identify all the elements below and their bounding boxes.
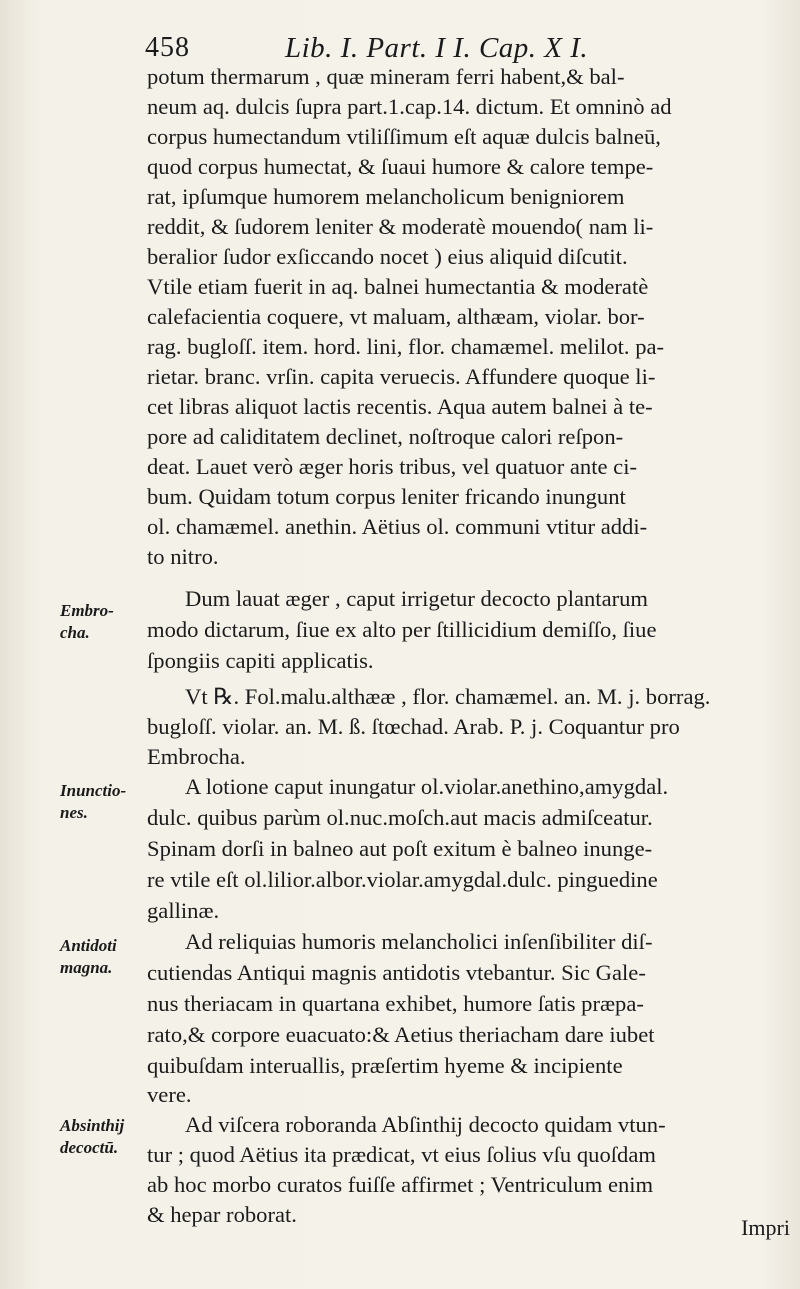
text-line: rag. bugloſſ. item. hord. lini, flor. chamæmel. melilot. pa- bbox=[147, 334, 665, 359]
margin-note-line: cha. bbox=[60, 623, 90, 642]
text-line: nus theriacam in quartana exhibet, humore ſatis præpa- bbox=[147, 991, 644, 1016]
margin-note-line: Antidoti bbox=[60, 936, 117, 955]
margin-note-antidoti bbox=[60, 935, 145, 979]
text-line: Vt ℞. Fol.malu.althææ , flor. chamæmel. an. M. j. borrag. bbox=[185, 684, 711, 709]
margin-note-line: decoctū. bbox=[60, 1138, 119, 1157]
margin-note-line: magna. bbox=[60, 958, 113, 977]
text-line: to nitro. bbox=[147, 544, 219, 569]
text-line: Vtile etiam fuerit in aq. balnei humectantia & moderatè bbox=[147, 274, 649, 299]
text-line: Ad reliquias humoris melancholici inſenſibiliter diſ- bbox=[185, 929, 653, 954]
text-line: reddit, & ſudorem leniter & moderatè mouendo( nam li- bbox=[147, 214, 654, 239]
text-line: Embrocha. bbox=[147, 744, 246, 769]
text-line: potum thermarum , quæ mineram ferri habent,& bal- bbox=[147, 64, 625, 89]
text-line: bum. Quidam totum corpus leniter fricando inungunt bbox=[147, 484, 626, 509]
running-title: Lib. I. Part. I I. Cap. X I. bbox=[285, 32, 589, 64]
text-line: cutiendas Antiqui magnis antidotis vtebantur. Sic Gale- bbox=[147, 960, 646, 985]
margin-note-line: Embro- bbox=[60, 601, 114, 620]
text-line: bugloſſ. violar. an. M. ß. ſtœchad. Arab. P. j. Coquantur pro bbox=[147, 714, 680, 739]
text-line: cet libras aliquot lactis recentis. Aqua autem balnei à te- bbox=[147, 394, 653, 419]
text-line: Ad viſcera roboranda Abſinthij decocto quidam vtun- bbox=[185, 1112, 666, 1137]
text-line: rietar. branc. vrſin. capita veruecis. Affundere quoque li- bbox=[147, 364, 656, 389]
margin-note-line: nes. bbox=[60, 803, 88, 822]
text-line: modo dictarum, ſiue ex alto per ſtillicidium demiſſo, ſiue bbox=[147, 617, 657, 642]
text-line: quibuſdam interuallis, præſertim hyeme & incipiente bbox=[147, 1053, 623, 1078]
margin-note-absinthij bbox=[60, 1115, 145, 1159]
text-line: Dum lauat æger , caput irrigetur decocto plantarum bbox=[185, 586, 649, 611]
text-line: A lotione caput inungatur ol.violar.anethino,amygdal. bbox=[185, 774, 669, 799]
text-line: Spinam dorſi in balneo aut poſt exitum è balneo inunge- bbox=[147, 836, 653, 861]
text-line: rat, ipſumque humorem melancholicum benigniorem bbox=[147, 184, 625, 209]
catchword: Impri bbox=[741, 1215, 790, 1240]
margin-note-embrocha bbox=[60, 600, 145, 644]
margin-note-line: Inunctio- bbox=[60, 781, 127, 800]
text-line: quod corpus humectat, & ſuaui humore & calore tempe- bbox=[147, 154, 654, 179]
text-line: pore ad caliditatem declinet, noſtroque calori reſpon- bbox=[147, 424, 624, 449]
margin-note-inunctiones bbox=[60, 780, 145, 824]
text-line: neum aq. dulcis ſupra part.1.cap.14. dictum. Et omninò ad bbox=[147, 94, 672, 119]
text-line: calefacientia coquere, vt maluam, althæam, violar. bor- bbox=[147, 304, 645, 329]
page-number: 458 bbox=[145, 32, 190, 63]
text-line: gallinæ. bbox=[147, 898, 220, 923]
text-line: ſpongiis capiti applicatis. bbox=[147, 648, 374, 673]
text-line: corpus humectandum vtiliſſimum eſt aquæ dulcis balneū, bbox=[147, 124, 661, 149]
text-line: & hepar roborat. bbox=[147, 1202, 297, 1227]
text-line: tur ; quod Aëtius ita prædicat, vt eius ſolius vſu quoſdam bbox=[147, 1142, 656, 1167]
text-line: ab hoc morbo curatos fuiſſe affirmet ; Ventriculum enim bbox=[147, 1172, 654, 1197]
text-line: rato,& corpore euacuato:& Aetius theriacham dare iubet bbox=[147, 1022, 655, 1047]
text-line: vere. bbox=[147, 1082, 192, 1107]
text-line: deat. Lauet verò æger horis tribus, vel quatuor ante ci- bbox=[147, 454, 637, 479]
text-line: ol. chamæmel. anethin. Aëtius ol. communi vtitur addi- bbox=[147, 514, 648, 539]
text-line: dulc. quibus parùm ol.nuc.moſch.aut macis admiſceatur. bbox=[147, 805, 653, 830]
text-line: re vtile eſt ol.lilior.albor.violar.amygdal.dulc. pinguedine bbox=[147, 867, 658, 892]
margin-note-line: Absinthij bbox=[60, 1116, 125, 1135]
text-line: beralior ſudor exſiccando nocet ) eius aliquid diſcutit. bbox=[147, 244, 628, 269]
